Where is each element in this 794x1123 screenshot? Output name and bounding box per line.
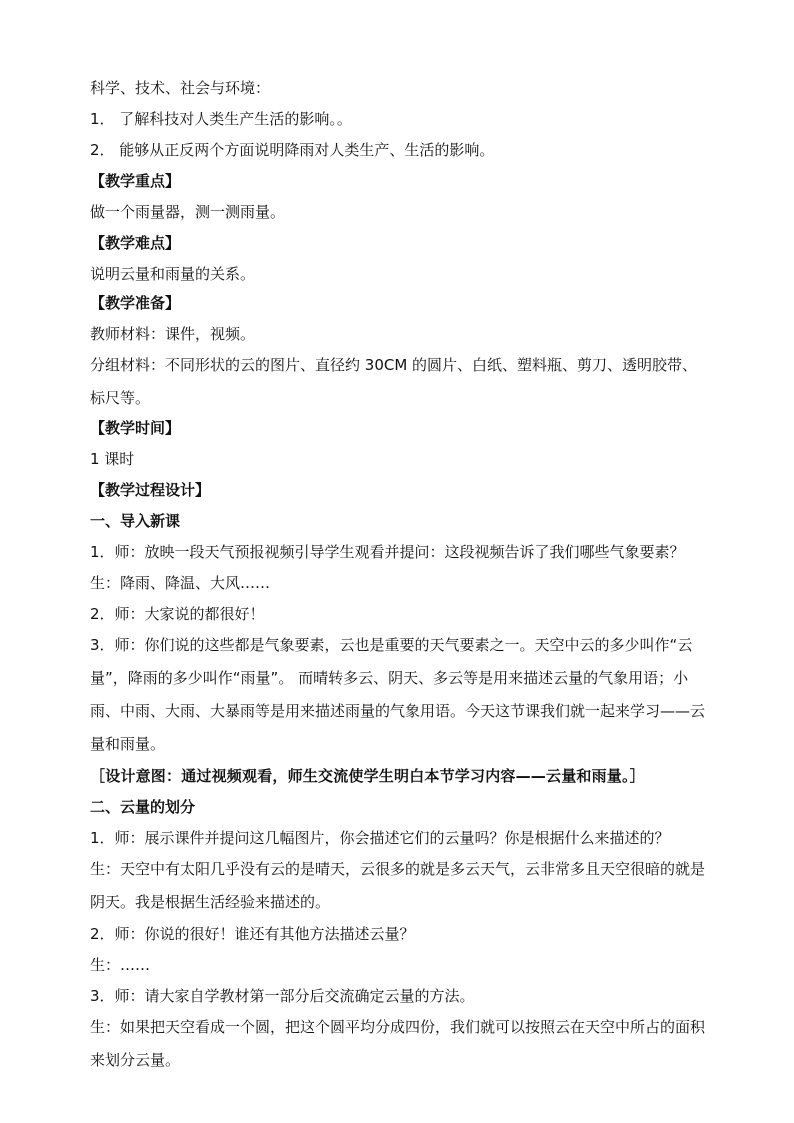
cloud-student-1: 生：天空中有太阳几乎没有云的是晴天，云很多的就是多云天气，云非常多且天空很暗的就是阴天。我是根据生活经验来描述的。 [90, 860, 706, 911]
heading-key-points: 【教学重点】 [90, 172, 181, 190]
cloud-step-1: 1．师：展示课件并提问这几幅图片，你会描述它们的云量吗？你是根据什么来描述的？ [90, 829, 670, 847]
section-label-sts: 科学、技术、社会与环境： [90, 79, 271, 97]
key-points-text: 做一个雨量器，测一测雨量。 [90, 203, 286, 221]
section-cloud-division: 二、云量的划分 [90, 798, 196, 816]
group-materials: 分组材料：不同形状的云的图片、直径约 30CM 的圆片、白纸、塑料瓶、剪刀、透明胶带、标尺等。 [90, 356, 698, 407]
difficulties-text: 说明云量和雨量的关系。 [90, 265, 256, 283]
cloud-step-2: 2．师：你说的很好！谁还有其他方法描述云量？ [90, 925, 415, 943]
section-intro: 一、导入新课 [90, 512, 181, 530]
design-intent-note: ［设计意图：通过视频观看，师生交流使学生明白本节学习内容——云量和雨量。］ [90, 767, 645, 785]
cloud-student-3: 生：如果把天空看成一个圆，把这个圆平均分成四份，我们就可以按照云在天空中所占的面积来划分云量。 [90, 1018, 706, 1069]
heading-time: 【教学时间】 [90, 419, 181, 437]
objective-1: 1． 了解科技对人类生产生活的影响。。 [90, 110, 352, 128]
intro-student-1: 生：降雨、降温、大风…… [90, 574, 271, 592]
cloud-student-2: 生：…… [90, 956, 151, 974]
heading-process: 【教学过程设计】 [90, 481, 211, 499]
intro-step-1: 1．师：放映一段天气预报视频引导学生观看并提问：这段视频告诉了我们哪些气象要素？ [90, 543, 685, 561]
intro-step-3: 3．师：你们说的这些都是气象要素，云也是重要的天气要素之一。天空中云的多少叫作“云量”，降雨的多少叫作“雨量”。 而晴转多云、阴天、多云等是用来描述云量的气象用语；小雨、中雨、大雨、大暴雨等是用来描述雨量的气象用语。今天这节课我们就一起来学习——云量和雨量。 [90, 636, 706, 753]
intro-step-2: 2．师：大家说的都很好！ [90, 605, 265, 623]
document-page [90, 78, 710, 1082]
teacher-materials: 教师材料：课件，视频。 [90, 325, 256, 343]
time-text: 1 课时 [90, 450, 135, 468]
cloud-step-3: 3．师：请大家自学教材第一部分后交流确定云量的方法。 [90, 987, 475, 1005]
objective-2: 2． 能够从正反两个方面说明降雨对人类生产、生活的影响。 [90, 141, 495, 159]
heading-difficulties: 【教学难点】 [90, 234, 181, 252]
heading-preparation: 【教学准备】 [90, 294, 181, 312]
